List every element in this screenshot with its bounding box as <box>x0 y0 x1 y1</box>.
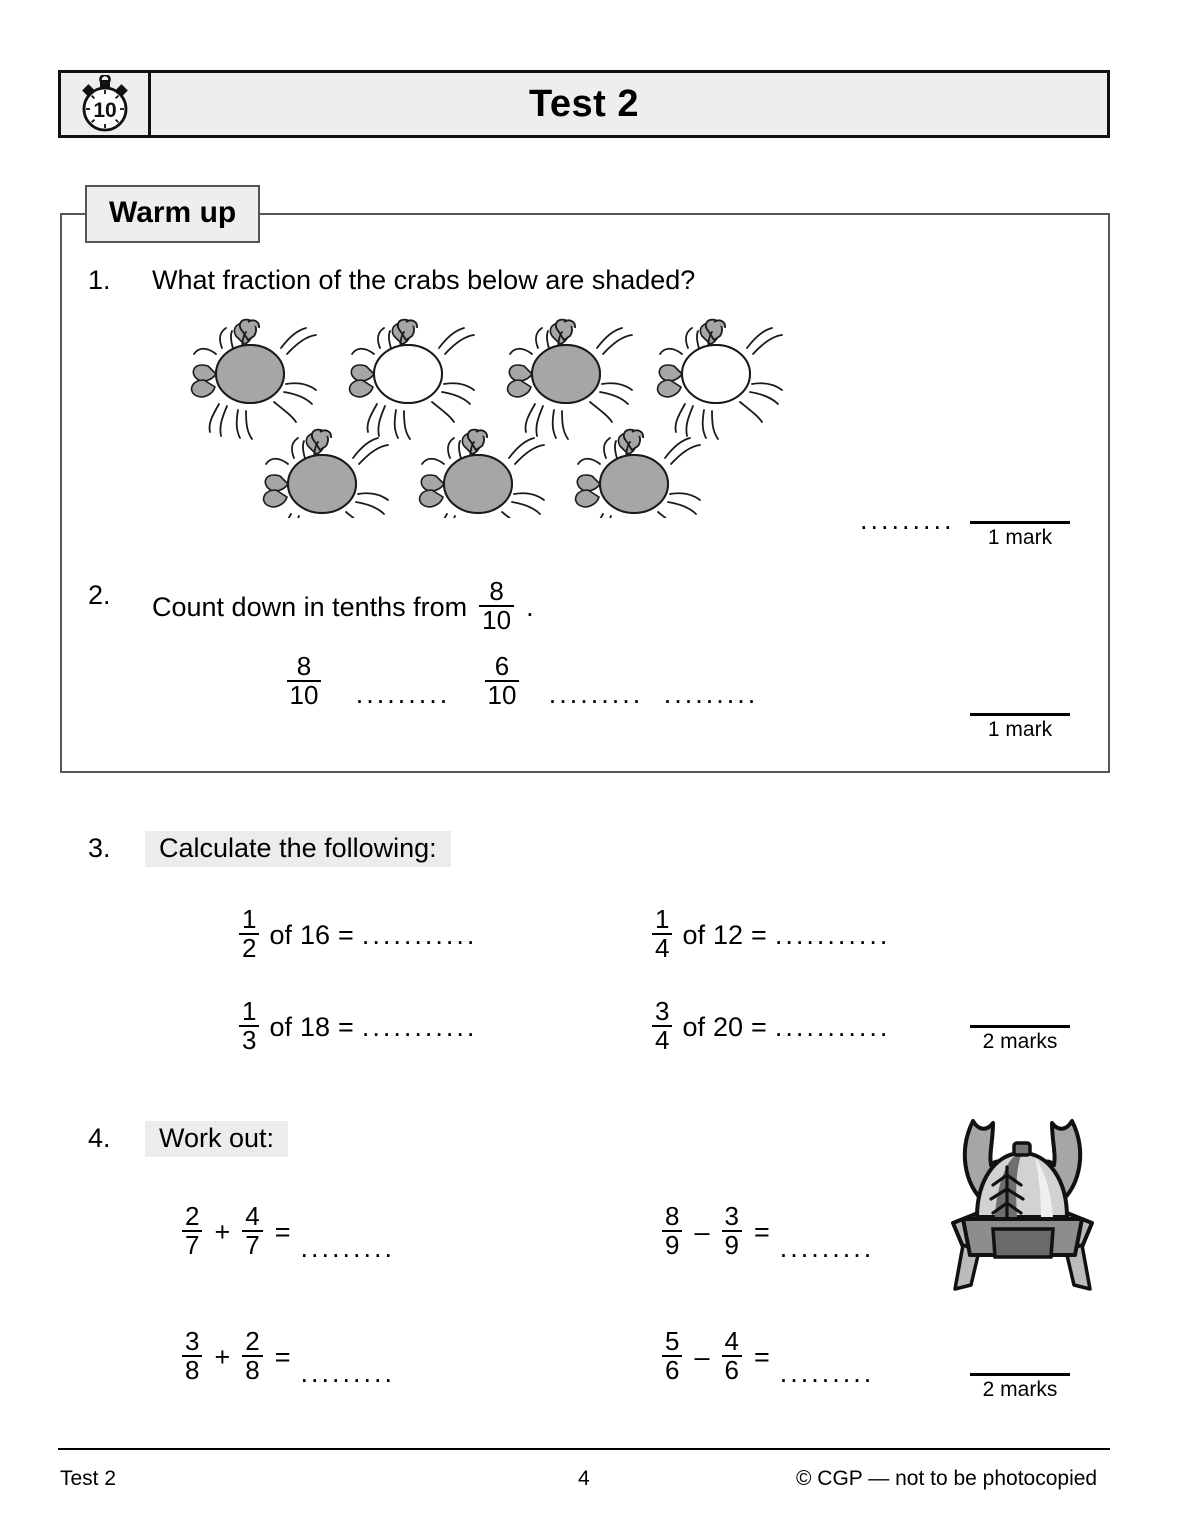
item-answer-blank[interactable]: ........... <box>774 1012 891 1043</box>
item-answer-blank[interactable]: ......... <box>779 1233 875 1264</box>
question-4-marks <box>960 1373 1080 1402</box>
item-of: of <box>269 920 292 951</box>
fraction-numerator: 4 <box>245 1201 260 1231</box>
question-4-item-3 <box>180 1326 396 1389</box>
question-4-item-1 <box>180 1201 396 1264</box>
fraction-numerator: 1 <box>242 996 257 1026</box>
fraction-numerator: 1 <box>655 904 670 934</box>
item-right-fraction <box>242 1328 262 1383</box>
crab-5-shaded <box>264 430 388 518</box>
question-3-item-4 <box>650 996 891 1055</box>
question-2-text-before: Count down in tenths from <box>152 592 468 623</box>
item-fraction <box>239 998 259 1053</box>
item-right-fraction <box>242 1203 262 1258</box>
item-equals: = <box>338 1012 354 1043</box>
sequence-fraction-1 <box>272 653 336 708</box>
crab-4-unshaded <box>658 320 782 439</box>
item-of: of <box>682 920 705 951</box>
crab-1-shaded <box>192 320 316 439</box>
question-3-prompt: Calculate the following: <box>145 831 451 867</box>
item-right-fraction <box>722 1203 742 1258</box>
fraction-numerator: 4 <box>724 1326 739 1356</box>
item-equals: = <box>338 920 354 951</box>
marks-label: 2 marks <box>982 1378 1058 1401</box>
footer-page-number: 4 <box>578 1467 590 1490</box>
fraction-denominator: 6 <box>662 1355 682 1384</box>
item-left-fraction <box>662 1203 682 1258</box>
sequence-blank-2[interactable]: ......... <box>548 679 644 710</box>
fraction-numerator: 8 <box>296 651 312 681</box>
question-3-item-1 <box>237 904 478 963</box>
fraction-numerator: 2 <box>185 1201 200 1231</box>
question-2-sequence <box>270 651 766 710</box>
samurai-helmet-icon <box>935 1105 1110 1310</box>
question-1-text: What fraction of the crabs below are shaded? <box>152 265 696 295</box>
fraction-denominator: 4 <box>652 933 672 962</box>
question-2-start-fraction <box>479 578 514 633</box>
crab-7-shaded <box>576 430 700 518</box>
item-value: 12 <box>713 920 744 951</box>
marks-rule <box>970 713 1070 716</box>
question-4-number: 4. <box>88 1123 111 1153</box>
sequence-fraction-2 <box>470 653 534 708</box>
question-1-marks <box>960 521 1080 550</box>
fraction-numerator: 5 <box>665 1326 680 1356</box>
fraction-denominator: 6 <box>722 1355 742 1384</box>
test-header-bar <box>58 70 1110 138</box>
item-fraction <box>652 906 672 961</box>
fraction-denominator: 8 <box>242 1355 262 1384</box>
question-4-item-4 <box>660 1326 875 1389</box>
marks-label: 2 marks <box>982 1030 1058 1053</box>
item-answer-blank[interactable]: ........... <box>361 920 478 951</box>
marks-label: 1 mark <box>987 718 1053 741</box>
item-equals: = <box>751 920 767 951</box>
question-4-prompt-wrap <box>145 1123 288 1154</box>
crab-3-shaded <box>508 320 632 439</box>
item-equals: = <box>274 1342 291 1373</box>
item-fraction <box>652 998 672 1053</box>
fraction-numerator: 3 <box>185 1326 200 1356</box>
warm-up-tab: Warm up <box>85 185 260 243</box>
item-operator: – <box>694 1342 710 1373</box>
question-4-item-2 <box>660 1201 875 1264</box>
fraction-numerator: 3 <box>655 996 670 1026</box>
question-2-marks <box>960 713 1080 742</box>
item-answer-blank[interactable]: ......... <box>300 1358 396 1389</box>
fraction-denominator: 7 <box>242 1230 262 1259</box>
question-1-number: 1. <box>88 265 111 295</box>
fraction-numerator: 2 <box>245 1326 260 1356</box>
fraction-denominator: 10 <box>485 680 520 709</box>
question-3-item-2 <box>650 904 891 963</box>
marks-label: 1 mark <box>987 526 1053 549</box>
item-operator: + <box>214 1342 231 1373</box>
sequence-blank-3[interactable]: ......... <box>663 679 759 710</box>
fraction-denominator: 3 <box>239 1025 259 1054</box>
item-value: 16 <box>300 920 331 951</box>
question-2-number: 2. <box>88 580 111 610</box>
fraction-denominator: 7 <box>182 1230 202 1259</box>
crab-6-shaded <box>420 430 544 518</box>
item-right-fraction <box>722 1328 742 1383</box>
crab-2-unshaded <box>350 320 474 439</box>
item-of: of <box>269 1012 292 1043</box>
item-equals: = <box>751 1012 767 1043</box>
question-3-marks <box>960 1025 1080 1054</box>
item-answer-blank[interactable]: ......... <box>300 1233 396 1264</box>
item-of: of <box>682 1012 705 1043</box>
fraction-denominator: 9 <box>662 1230 682 1259</box>
timer-box <box>61 73 151 135</box>
fraction-numerator: 8 <box>665 1201 680 1231</box>
item-fraction <box>239 906 259 961</box>
question-3-item-3 <box>237 996 478 1055</box>
sequence-blank-1[interactable]: ......... <box>355 679 451 710</box>
item-left-fraction <box>182 1203 202 1258</box>
fraction-numerator: 1 <box>242 904 257 934</box>
footer-left: Test 2 <box>60 1467 117 1490</box>
item-left-fraction <box>662 1328 682 1383</box>
question-2-text-line <box>152 576 534 635</box>
marks-rule <box>970 1025 1070 1028</box>
item-equals: = <box>753 1217 770 1248</box>
fraction-denominator: 10 <box>479 605 514 634</box>
fraction-numerator: 3 <box>724 1201 739 1231</box>
fraction-denominator: 8 <box>182 1355 202 1384</box>
question-4-prompt: Work out: <box>145 1121 288 1157</box>
fraction-denominator: 9 <box>722 1230 742 1259</box>
item-left-fraction <box>182 1328 202 1383</box>
marks-rule <box>970 521 1070 524</box>
footer-divider <box>58 1448 1110 1450</box>
item-operator: – <box>694 1217 710 1248</box>
item-equals: = <box>274 1217 291 1248</box>
fraction-denominator: 4 <box>652 1025 672 1054</box>
fraction-numerator: 8 <box>489 576 504 606</box>
item-answer-blank[interactable]: ........... <box>361 1012 478 1043</box>
stopwatch-icon <box>74 75 136 133</box>
footer-copyright: © CGP — not to be photocopied <box>796 1467 1098 1490</box>
item-answer-blank[interactable]: ........... <box>774 920 891 951</box>
item-value: 18 <box>300 1012 331 1043</box>
timer-label: 10 <box>92 99 117 122</box>
fraction-denominator: 2 <box>239 933 259 962</box>
item-answer-blank[interactable]: ......... <box>779 1358 875 1389</box>
item-operator: + <box>214 1217 231 1248</box>
fraction-denominator: 10 <box>287 680 322 709</box>
crab-illustration-group <box>186 318 786 523</box>
question-3-number: 3. <box>88 833 111 863</box>
item-value: 20 <box>713 1012 744 1043</box>
question-2-text-after: . <box>526 592 534 623</box>
item-equals: = <box>753 1342 770 1373</box>
marks-rule <box>970 1373 1070 1376</box>
fraction-numerator: 6 <box>494 651 510 681</box>
question-1-answer-blank[interactable]: ......... <box>860 505 955 535</box>
question-3-prompt-wrap <box>145 833 451 864</box>
page-title: Test 2 <box>528 82 639 125</box>
